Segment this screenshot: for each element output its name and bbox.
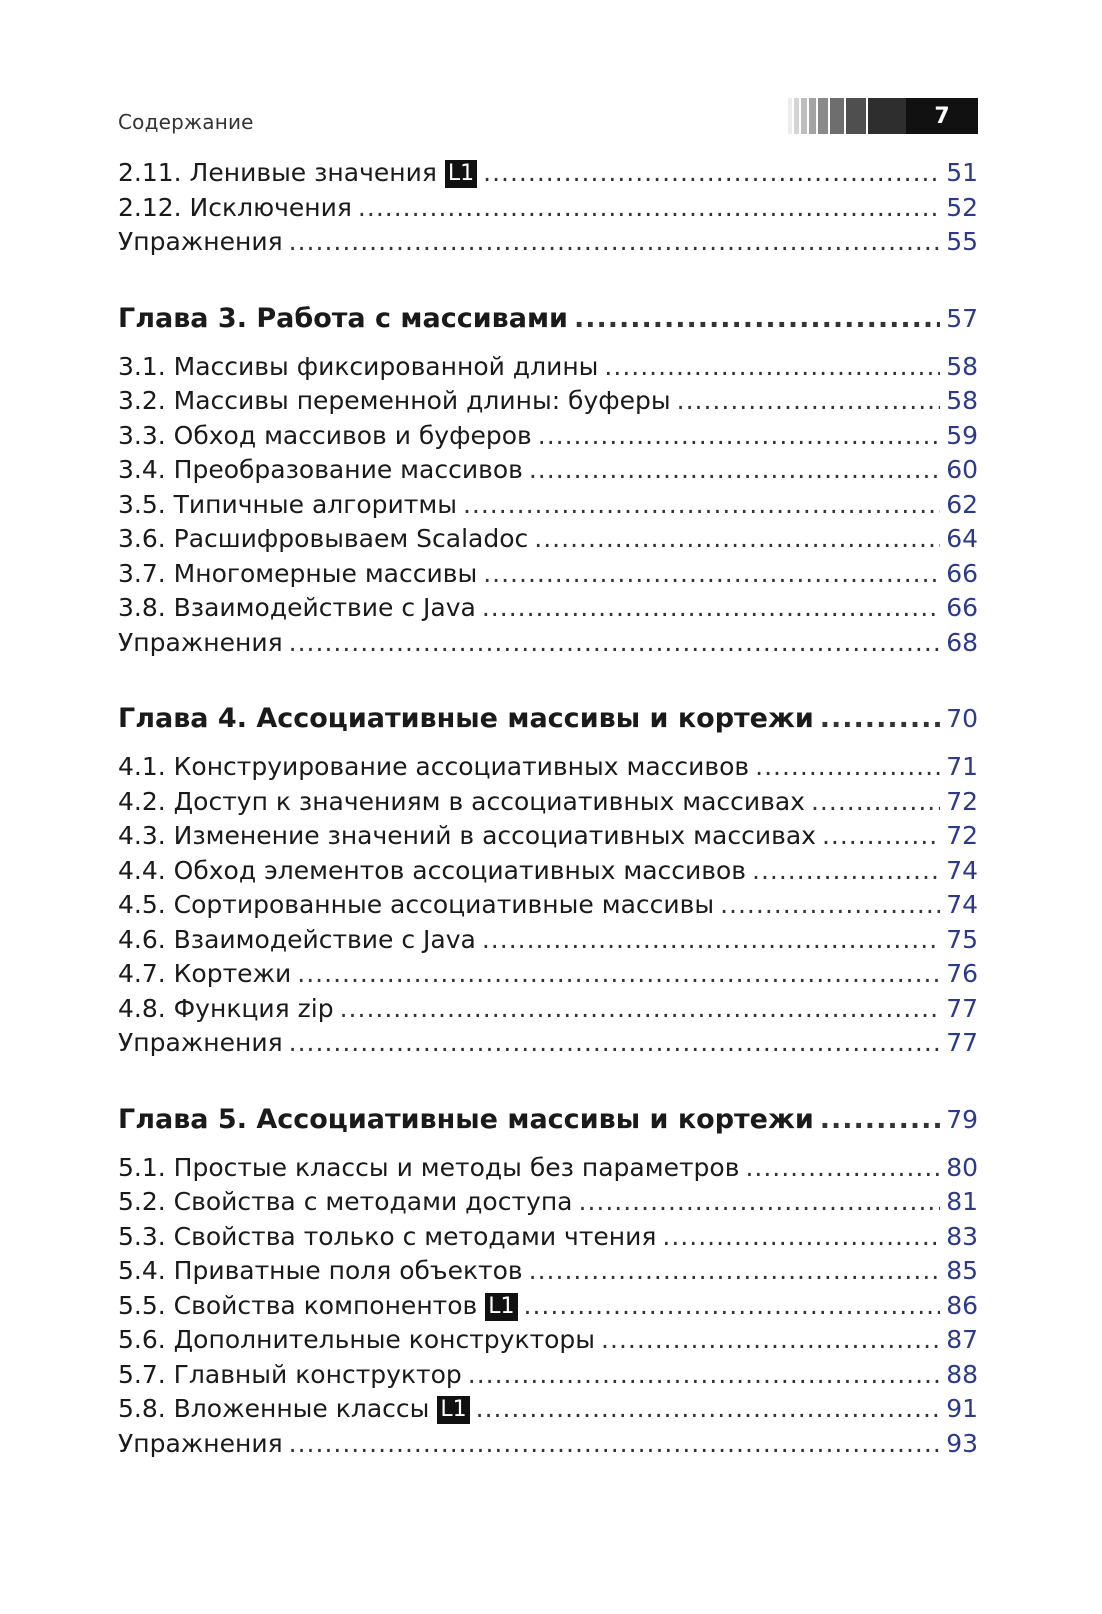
toc-entry[interactable] bbox=[118, 1291, 978, 1326]
entry-title bbox=[118, 1360, 462, 1389]
gradient-stripes-decoration bbox=[788, 98, 906, 134]
leader-dots bbox=[297, 959, 940, 988]
page-ref: 72 bbox=[946, 821, 978, 850]
entry-title-text: 4.7. Кортежи bbox=[118, 959, 292, 988]
entry-title-text: Упражнения bbox=[118, 227, 283, 256]
page-ref: 74 bbox=[946, 890, 978, 919]
entry-title-text: 3.1. Массивы фиксированной длины bbox=[118, 351, 599, 381]
toc-entry[interactable] bbox=[118, 1394, 978, 1429]
entry-title-text: 2.11. Ленивые значения bbox=[118, 158, 437, 187]
entry-title-text: 5.3. Свойства только с методами чтения bbox=[118, 1221, 657, 1251]
page-ref: 60 bbox=[946, 455, 978, 484]
entry-title-text: 4.8. Функция zip bbox=[118, 993, 334, 1023]
leader-dots bbox=[340, 994, 941, 1023]
entry-title-text: 4.3. Изменение значений в ассоциативных массивах bbox=[118, 821, 816, 850]
entry-title bbox=[118, 994, 334, 1023]
page-number: 7 bbox=[906, 98, 978, 134]
leader-dots bbox=[601, 1325, 940, 1354]
page-number-tab bbox=[788, 98, 978, 134]
leader-dots bbox=[529, 1256, 941, 1285]
page-ref: 77 bbox=[946, 993, 978, 1023]
table-of-contents bbox=[118, 158, 978, 1463]
toc-entry[interactable] bbox=[118, 593, 978, 628]
page-ref: 77 bbox=[946, 1028, 978, 1057]
page-ref: 81 bbox=[946, 1187, 978, 1216]
toc-entry[interactable] bbox=[118, 787, 978, 822]
toc-entry[interactable] bbox=[118, 856, 978, 891]
entry-title bbox=[118, 1028, 283, 1057]
leader-dots bbox=[579, 1187, 941, 1216]
leader-dots bbox=[358, 193, 940, 222]
chapter-title: Глава 5. Ассоциативные массивы и кортежи bbox=[118, 1103, 814, 1135]
page-ref: 55 bbox=[946, 227, 978, 256]
leader-dots bbox=[534, 524, 940, 553]
toc-entry[interactable] bbox=[118, 752, 978, 787]
toc-entry[interactable] bbox=[118, 352, 978, 387]
entry-title bbox=[118, 821, 816, 850]
toc-entry[interactable] bbox=[118, 1187, 978, 1222]
leader-dots bbox=[483, 158, 940, 187]
chapter-5-entry[interactable] bbox=[118, 1104, 978, 1144]
toc-entry[interactable] bbox=[118, 1256, 978, 1291]
page-ref: 68 bbox=[946, 627, 978, 657]
leader-dots bbox=[476, 1394, 941, 1423]
page-ref: 80 bbox=[946, 1152, 978, 1182]
page-ref: 87 bbox=[946, 1325, 978, 1354]
leader-dots bbox=[482, 925, 940, 954]
page-ref: 85 bbox=[946, 1256, 978, 1285]
leader-dots bbox=[677, 386, 941, 415]
entry-title-text: 4.1. Конструирование ассоциативных массивов bbox=[118, 752, 750, 781]
toc-entry[interactable] bbox=[118, 490, 978, 525]
entry-title bbox=[118, 959, 291, 988]
entry-title-text: 5.6. Дополнительные конструкторы bbox=[118, 1325, 596, 1354]
page-ref: 74 bbox=[946, 855, 978, 885]
leader-dots bbox=[529, 455, 940, 484]
entry-title bbox=[118, 1187, 573, 1216]
toc-entry[interactable] bbox=[118, 455, 978, 490]
toc-entry[interactable] bbox=[118, 628, 978, 663]
page-ref: 88 bbox=[946, 1359, 978, 1389]
page-ref: 91 bbox=[946, 1394, 978, 1423]
entry-title-text: 4.6. Взаимодействие с Java bbox=[118, 924, 476, 954]
toc-entry[interactable] bbox=[118, 524, 978, 559]
entry-title-text: 5.1. Простые классы и методы без параметров bbox=[118, 1152, 740, 1182]
chapter-title: Глава 4. Ассоциативные массивы и кортежи bbox=[118, 703, 814, 734]
toc-entry[interactable] bbox=[118, 959, 978, 994]
entry-title-text: 4.4. Обход элементов ассоциативных массивов bbox=[118, 855, 747, 885]
leader-dots bbox=[662, 1222, 940, 1251]
entry-title-text: 5.2. Свойства с методами доступа bbox=[118, 1187, 573, 1216]
chapter-3-entry[interactable] bbox=[118, 303, 978, 343]
page-ref: 71 bbox=[946, 752, 978, 781]
toc-entry[interactable] bbox=[118, 193, 978, 228]
entry-title bbox=[118, 1222, 656, 1251]
entry-title-text: Упражнения bbox=[118, 1428, 283, 1458]
leader-dots bbox=[289, 1429, 941, 1458]
page-ref: 72 bbox=[946, 786, 978, 816]
entry-title bbox=[118, 421, 532, 450]
section-2-entries bbox=[118, 158, 978, 262]
entry-title-text: 3.4. Преобразование массивов bbox=[118, 455, 523, 484]
entry-title bbox=[118, 1256, 523, 1285]
leader-dots bbox=[482, 593, 940, 622]
leader-dots bbox=[483, 559, 940, 588]
toc-entry[interactable] bbox=[118, 1429, 978, 1464]
toc-entry[interactable] bbox=[118, 158, 978, 193]
page-ref: 79 bbox=[946, 1104, 978, 1134]
entry-title bbox=[118, 193, 352, 222]
section-4-entries bbox=[118, 752, 978, 1063]
entry-title bbox=[118, 1394, 470, 1424]
page-ref: 70 bbox=[946, 704, 978, 733]
leader-dots bbox=[820, 703, 940, 734]
page-ref: 52 bbox=[946, 192, 978, 222]
entry-title-text: 3.2. Массивы переменной длины: буферы bbox=[118, 386, 671, 415]
leader-dots bbox=[574, 303, 940, 334]
leader-dots bbox=[463, 490, 940, 519]
page-ref: 93 bbox=[946, 1428, 978, 1458]
entry-title bbox=[118, 593, 476, 622]
entry-title bbox=[118, 158, 477, 188]
leader-dots bbox=[720, 890, 940, 919]
level-badge: L1 bbox=[485, 1293, 517, 1321]
leader-dots bbox=[538, 421, 940, 450]
entry-title-text: Упражнения bbox=[118, 627, 283, 657]
page-ref: 62 bbox=[946, 489, 978, 519]
entry-title-text: 5.7. Главный конструктор bbox=[118, 1359, 462, 1389]
entry-title bbox=[118, 856, 746, 885]
leader-dots bbox=[604, 352, 940, 381]
page-ref: 75 bbox=[946, 924, 978, 954]
toc-entry[interactable] bbox=[118, 994, 978, 1029]
leader-dots bbox=[468, 1360, 940, 1389]
toc-entry[interactable] bbox=[118, 1222, 978, 1257]
entry-title bbox=[118, 524, 528, 553]
entry-title bbox=[118, 925, 476, 954]
running-header bbox=[118, 98, 978, 138]
entry-title-text: 3.6. Расшифровываем Scaladoc bbox=[118, 524, 529, 553]
entry-title-text: 3.5. Типичные алгоритмы bbox=[118, 489, 457, 519]
leader-dots bbox=[524, 1291, 941, 1320]
entry-title-text: 2.12. Исключения bbox=[118, 192, 352, 222]
page-ref: 59 bbox=[946, 420, 978, 450]
entry-title-text: 4.5. Сортированные ассоциативные массивы bbox=[118, 890, 715, 919]
toc-entry[interactable] bbox=[118, 227, 978, 262]
toc-entry[interactable] bbox=[118, 386, 978, 421]
toc-entry[interactable] bbox=[118, 821, 978, 856]
page-ref: 66 bbox=[946, 558, 978, 588]
entry-title bbox=[118, 559, 477, 588]
toc-entry[interactable] bbox=[118, 1153, 978, 1188]
page-ref: 64 bbox=[946, 524, 978, 553]
entry-title bbox=[118, 787, 805, 816]
page-ref: 66 bbox=[946, 593, 978, 622]
page-ref: 58 bbox=[946, 386, 978, 415]
entry-title bbox=[118, 386, 671, 415]
entry-title-text: 5.4. Приватные поля объектов bbox=[118, 1256, 523, 1285]
chapter-4-entry[interactable] bbox=[118, 703, 978, 743]
toc-entry[interactable] bbox=[118, 925, 978, 960]
toc-entry[interactable] bbox=[118, 1325, 978, 1360]
page-ref: 58 bbox=[946, 351, 978, 381]
entry-title bbox=[118, 628, 283, 657]
page-ref: 51 bbox=[946, 158, 978, 187]
leader-dots bbox=[289, 628, 941, 657]
chapter-title: Глава 3. Работа с массивами bbox=[118, 302, 568, 334]
entry-title bbox=[118, 1429, 283, 1458]
entry-title-text: 5.8. Вложенные классы bbox=[118, 1394, 430, 1423]
leader-dots bbox=[289, 1028, 941, 1057]
entry-title-text: 3.3. Обход массивов и буферов bbox=[118, 420, 532, 450]
leader-dots bbox=[755, 752, 940, 781]
entry-title bbox=[118, 1291, 518, 1321]
entry-title bbox=[118, 1153, 739, 1182]
toc-entry[interactable] bbox=[118, 1028, 978, 1063]
entry-title-text: 3.8. Взаимодействие с Java bbox=[118, 593, 476, 622]
toc-entry[interactable] bbox=[118, 1360, 978, 1395]
leader-dots bbox=[289, 227, 941, 256]
toc-entry[interactable] bbox=[118, 559, 978, 594]
entry-title bbox=[118, 752, 749, 781]
entry-title bbox=[118, 1325, 595, 1354]
toc-entry[interactable] bbox=[118, 421, 978, 456]
entry-title bbox=[118, 490, 457, 519]
leader-dots bbox=[811, 787, 940, 816]
entry-title bbox=[118, 227, 283, 256]
page-ref: 57 bbox=[946, 303, 978, 333]
leader-dots bbox=[820, 1104, 940, 1135]
page-ref: 76 bbox=[946, 959, 978, 988]
page-ref: 83 bbox=[946, 1221, 978, 1251]
section-3-entries bbox=[118, 352, 978, 663]
running-header-title: Содержание bbox=[118, 110, 254, 134]
section-5-entries bbox=[118, 1153, 978, 1464]
toc-entry[interactable] bbox=[118, 890, 978, 925]
entry-title-text: 5.5. Свойства компонентов bbox=[118, 1290, 478, 1320]
entry-title bbox=[118, 890, 714, 919]
entry-title bbox=[118, 455, 523, 484]
entry-title-text: 4.2. Доступ к значениям в ассоциативных массивах bbox=[118, 786, 805, 816]
leader-dots bbox=[745, 1153, 940, 1182]
leader-dots bbox=[822, 821, 940, 850]
level-badge: L1 bbox=[437, 1396, 469, 1424]
leader-dots bbox=[752, 856, 940, 885]
entry-title-text: 3.7. Многомерные массивы bbox=[118, 558, 478, 588]
page-ref: 86 bbox=[946, 1290, 978, 1320]
entry-title bbox=[118, 352, 598, 381]
level-badge: L1 bbox=[445, 160, 477, 188]
entry-title-text: Упражнения bbox=[118, 1028, 283, 1057]
